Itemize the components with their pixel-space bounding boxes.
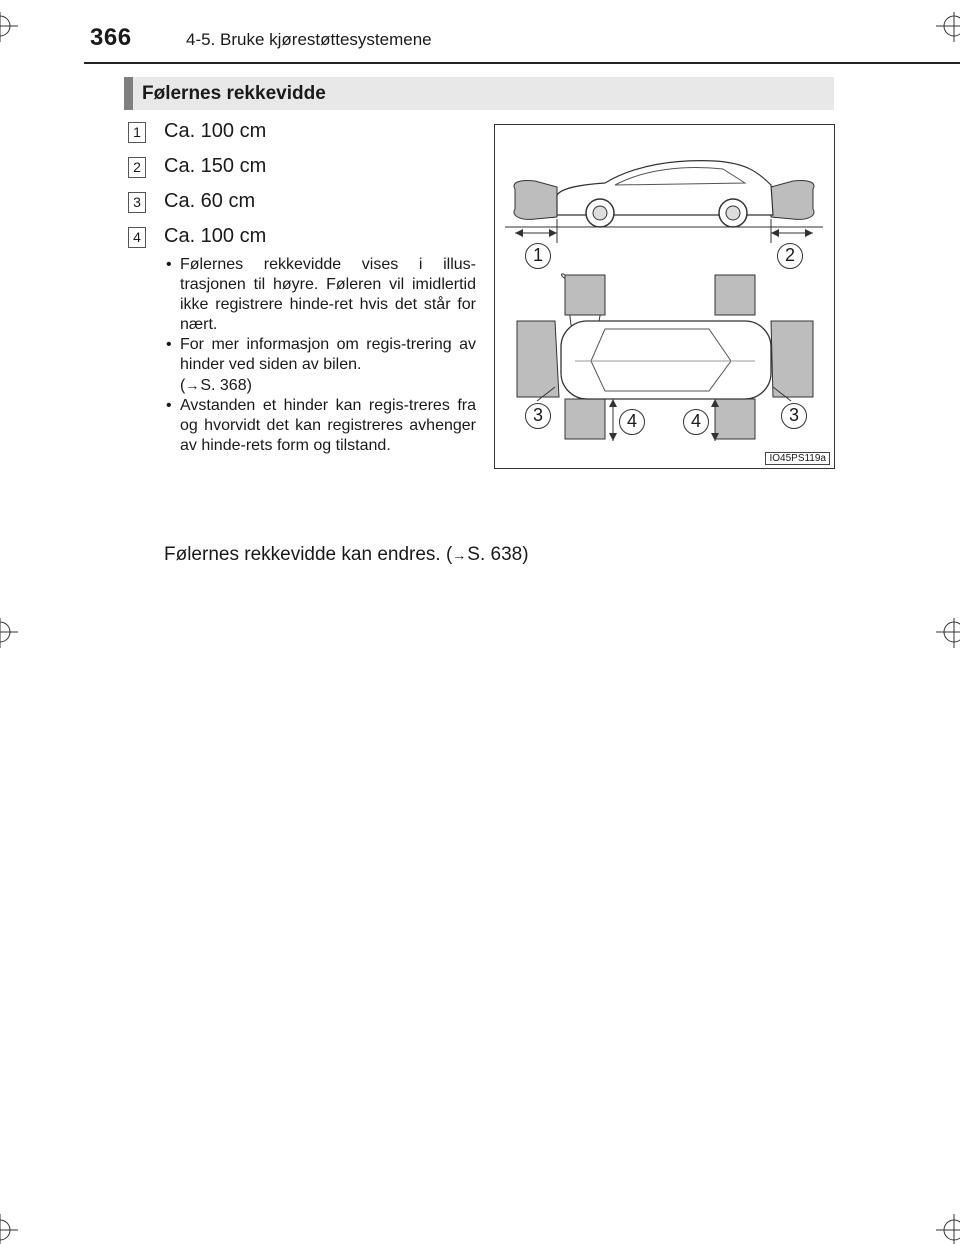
crop-mark-mid-right <box>936 618 960 648</box>
note-item: • Følernes rekkevidde vises i illus-trasjonen til høyre. Føleren vil imidlertid ikke registrere hinde-ret hvis det står for nært. <box>162 255 476 335</box>
callout-3-left: 3 <box>525 403 551 429</box>
range-item-4 <box>128 223 488 253</box>
range-item-3 <box>128 188 488 223</box>
range-text: Ca. 100 cm <box>164 120 267 142</box>
note-item: • For mer informasjon om regis-trering av hinder ved siden av bilen. (→S. 368) <box>162 335 476 396</box>
crop-mark-bottom-left <box>0 1214 24 1244</box>
header-rule <box>84 62 960 64</box>
arrow-right-icon: → <box>185 377 200 393</box>
range-text: Ca. 60 cm <box>164 190 256 212</box>
range-item-1 <box>128 118 488 153</box>
figure-id: IO45PS119a <box>765 452 830 465</box>
sensor-range-illustration <box>494 124 835 469</box>
range-number: 4 <box>128 227 146 248</box>
page-reference-link[interactable]: S. 638) <box>467 544 529 565</box>
crop-mark-mid-left <box>0 618 24 648</box>
range-list <box>128 118 488 456</box>
arrow-right-icon: → <box>452 547 467 563</box>
section-heading-text: Følernes rekkevidde <box>142 83 326 104</box>
crop-mark-bottom-right <box>936 1214 960 1244</box>
page-header <box>0 0 960 64</box>
page-number: 366 <box>90 24 132 51</box>
range-number: 3 <box>128 192 146 213</box>
section-path: 4-5. Bruke kjørestøttesystemene <box>186 30 432 49</box>
range-text: Ca. 150 cm <box>164 155 267 177</box>
callout-4-right: 4 <box>683 409 709 435</box>
callout-2: 2 <box>777 243 803 269</box>
note-item: • Avstanden et hinder kan regis-treres fra og hvorvidt det kan registreres avhenger av hinde-rets form og tilstand. <box>162 396 476 456</box>
range-number: 2 <box>128 157 146 178</box>
footnote: Følernes rekkevidde kan endres. (→S. 638) <box>164 544 529 565</box>
range-item-2 <box>128 153 488 188</box>
callout-4-left: 4 <box>619 409 645 435</box>
callout-1: 1 <box>525 243 551 269</box>
range-text: Ca. 100 cm <box>164 225 267 247</box>
callout-3-right: 3 <box>781 403 807 429</box>
note-list <box>162 255 476 456</box>
section-heading <box>124 77 834 110</box>
range-number: 1 <box>128 122 146 143</box>
page-reference-link[interactable]: S. 368) <box>200 377 252 394</box>
